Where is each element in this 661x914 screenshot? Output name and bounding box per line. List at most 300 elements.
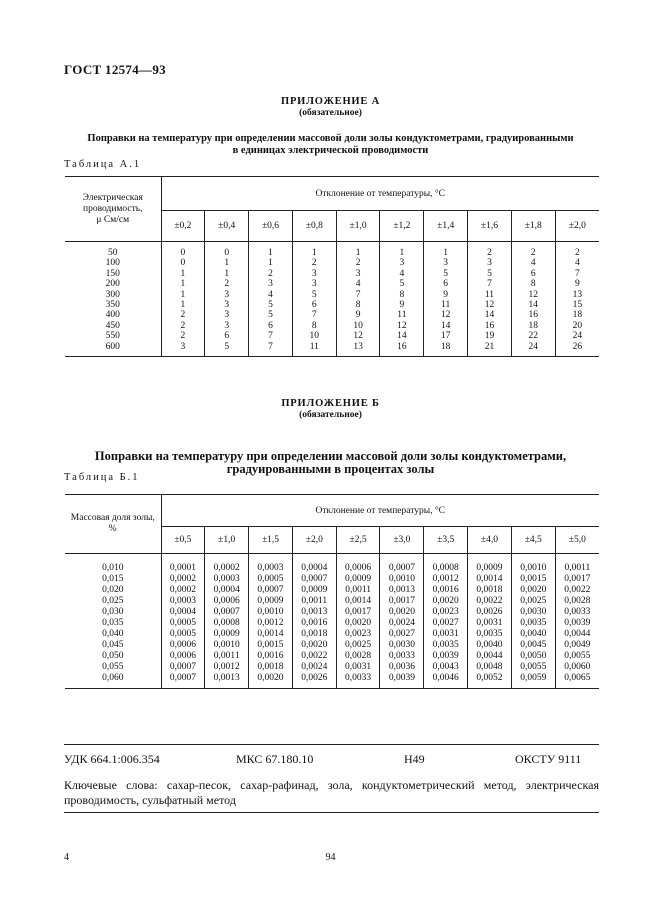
table-cell: 24 <box>511 342 555 357</box>
table-cell: 0,0033 <box>380 651 424 662</box>
table-cell: 0,0002 <box>205 554 249 575</box>
table-cell: 0,0011 <box>292 596 336 607</box>
table-cell: 0,0026 <box>292 673 336 689</box>
table-a1-header-line3: μ См/см <box>96 214 130 225</box>
table-cell: 0,040 <box>65 629 161 640</box>
table-cell: 0,0036 <box>380 662 424 673</box>
table-b1-header-line1: Массовая доля золы, <box>70 513 155 523</box>
table-cell: 3 <box>205 300 249 310</box>
table-cell: 1 <box>205 258 249 268</box>
table-cell: 7 <box>249 342 293 357</box>
table-cell: 0,0043 <box>424 662 468 673</box>
table-cell: 0,0039 <box>564 618 591 628</box>
table-cell: 0,0010 <box>249 607 293 618</box>
appendix-b-subtitle: (обязательное) <box>299 410 362 420</box>
table-row <box>65 290 599 300</box>
table-row <box>65 269 599 279</box>
table-cell: 5 <box>205 342 249 357</box>
table-cell: 3 <box>292 279 336 289</box>
table-cell: 4 <box>511 258 555 268</box>
table-row <box>65 596 599 607</box>
column-header: ±2,0 <box>292 527 336 554</box>
appendix-a-subtitle: (обязательное) <box>299 108 362 118</box>
table-cell: 18 <box>424 342 468 357</box>
table-cell: 0,0024 <box>292 662 336 673</box>
table-cell: 7 <box>292 310 336 320</box>
table-row <box>65 673 599 689</box>
table-cell: 0,0007 <box>161 662 205 673</box>
table-cell: 9 <box>424 290 468 300</box>
table-cell: 200 <box>65 279 161 289</box>
table-cell: 0,045 <box>65 640 161 651</box>
table-cell: 1 <box>249 242 293 259</box>
table-cell: 0,0011 <box>564 563 591 573</box>
table-cell: 1 <box>161 279 205 289</box>
column-header: ±0,8 <box>292 211 336 242</box>
column-header: ±1,6 <box>468 211 512 242</box>
table-cell: 15 <box>572 300 583 311</box>
table-cell: 0,0020 <box>511 585 555 596</box>
table-cell: 0,0009 <box>205 629 249 640</box>
table-cell: 0,0017 <box>564 574 591 584</box>
table-cell: 11 <box>468 290 512 300</box>
table-cell: 0,0048 <box>468 662 512 673</box>
table-cell: 1 <box>292 242 336 259</box>
table-row <box>65 640 599 651</box>
table-cell: 0,0007 <box>380 554 424 575</box>
table-cell: 18 <box>572 310 583 321</box>
table-cell: 4 <box>336 279 380 289</box>
table-cell: 13 <box>336 342 380 357</box>
column-header: ±2,5 <box>336 527 380 554</box>
table-cell: 21 <box>468 342 512 357</box>
table-cell: 9 <box>336 310 380 320</box>
table-cell: 0,0045 <box>511 640 555 651</box>
table-row <box>65 618 599 629</box>
table-cell: 2 <box>511 242 555 259</box>
table-cell: 4 <box>249 290 293 300</box>
table-cell: 8 <box>292 321 336 331</box>
column-header: ±4,0 <box>468 527 512 554</box>
table-cell: 0 <box>161 258 205 268</box>
table-cell: 0,0040 <box>511 629 555 640</box>
table-cell: 0,0046 <box>424 673 468 689</box>
table-cell: 0,0027 <box>380 629 424 640</box>
table-cell: 3 <box>468 258 512 268</box>
table-cell: 0,0008 <box>205 618 249 629</box>
table-row <box>65 574 599 585</box>
table-cell: 10 <box>336 321 380 331</box>
table-a1-span-header: Отклонение от температуры, °С <box>161 177 599 211</box>
table-cell: 0,0018 <box>468 585 512 596</box>
table-cell: 0,0039 <box>424 651 468 662</box>
appendix-b-caption-line1: Поправки на температуру при определении массовой доли золы кондуктометрами, <box>94 449 567 463</box>
table-cell: 0,0009 <box>249 596 293 607</box>
table-cell: 0,0035 <box>424 640 468 651</box>
column-header: ±2,0 <box>555 211 599 242</box>
table-cell: 1 <box>161 290 205 300</box>
mks-code: МКС 67.180.10 <box>236 752 314 766</box>
table-cell: 0,0006 <box>205 596 249 607</box>
table-cell: 0,0007 <box>292 574 336 585</box>
table-cell: 8 <box>336 300 380 310</box>
column-header: ±0,4 <box>205 211 249 242</box>
table-cell: 0,0015 <box>511 574 555 585</box>
table-cell: 3 <box>161 342 205 357</box>
table-cell: 0,0012 <box>205 662 249 673</box>
table-cell: 14 <box>424 321 468 331</box>
table-cell: 0,0031 <box>468 618 512 629</box>
table-cell: 0,0018 <box>249 662 293 673</box>
table-cell: 6 <box>292 300 336 310</box>
table-row <box>65 321 599 331</box>
table-cell: 0,0039 <box>380 673 424 689</box>
table-cell: 16 <box>468 321 512 331</box>
table-cell: 0,0013 <box>292 607 336 618</box>
table-cell: 0,0010 <box>380 574 424 585</box>
table-cell: 0,0020 <box>336 618 380 629</box>
table-cell: 2 <box>161 321 205 331</box>
column-header: ±1,0 <box>205 527 249 554</box>
table-row <box>65 310 599 320</box>
table-cell: 0,0016 <box>292 618 336 629</box>
table-cell: 9 <box>380 300 424 310</box>
table-cell: 14 <box>380 331 424 341</box>
table-cell: 1 <box>161 300 205 310</box>
table-cell: 0,0007 <box>161 673 205 689</box>
table-cell: 0,0004 <box>205 585 249 596</box>
table-cell: 0,0052 <box>468 673 512 689</box>
table-cell: 0,0017 <box>336 607 380 618</box>
okstu-code: ОКСТУ 9111 <box>515 752 582 766</box>
table-cell: 0,0055 <box>511 662 555 673</box>
table-cell: 0,0028 <box>564 596 591 606</box>
column-header: ±5,0 <box>555 527 599 554</box>
table-b1 <box>65 494 599 689</box>
table-b1-label: Таблица Б.1 <box>64 472 140 483</box>
table-cell: 550 <box>65 331 161 341</box>
table-cell: 13 <box>572 289 583 300</box>
table-cell: 6 <box>424 279 468 289</box>
table-cell: 5 <box>292 290 336 300</box>
table-cell: 8 <box>380 290 424 300</box>
column-header: ±1,4 <box>424 211 468 242</box>
footer-top-rule <box>64 744 599 745</box>
category-code: Н49 <box>404 752 425 766</box>
table-cell: 12 <box>380 321 424 331</box>
table-cell: 3 <box>205 310 249 320</box>
table-cell: 0,0010 <box>205 640 249 651</box>
table-cell: 600 <box>65 342 161 357</box>
table-cell: 0,0014 <box>249 629 293 640</box>
table-cell: 0,0022 <box>468 596 512 607</box>
table-cell: 0,0011 <box>205 651 249 662</box>
table-cell: 350 <box>65 300 161 310</box>
table-a1-header-line2: проводимость, <box>83 203 143 214</box>
table-cell: 1 <box>336 242 380 259</box>
appendix-a-title: ПРИЛОЖЕНИЕ А <box>280 96 380 107</box>
table-cell: 14 <box>511 300 555 310</box>
table-row <box>65 629 599 640</box>
table-cell: 0,0065 <box>555 673 599 689</box>
table-cell: 22 <box>511 331 555 341</box>
table-row <box>65 607 599 618</box>
table-cell: 0,0008 <box>424 554 468 575</box>
table-cell: 0,0015 <box>249 640 293 651</box>
appendix-a-caption-line2: в единицах электрической проводимости <box>232 145 429 156</box>
table-cell: 0,0016 <box>424 585 468 596</box>
table-cell: 0,0017 <box>380 596 424 607</box>
table-cell: 0 <box>161 242 205 259</box>
table-cell: 0,0050 <box>511 651 555 662</box>
table-cell: 1 <box>380 242 424 259</box>
table-cell: 2 <box>468 242 512 259</box>
table-cell: 4 <box>574 258 580 269</box>
table-cell: 0,0025 <box>336 640 380 651</box>
table-b1-span-header: Отклонение от температуры, °С <box>161 495 599 527</box>
table-cell: 0,0020 <box>424 596 468 607</box>
table-cell: 0,0010 <box>511 554 555 575</box>
table-cell: 5 <box>424 269 468 279</box>
table-cell: 0,060 <box>65 673 161 689</box>
table-cell: 0,0012 <box>424 574 468 585</box>
table-cell: 300 <box>65 290 161 300</box>
table-cell: 10 <box>292 331 336 341</box>
table-row <box>65 258 599 268</box>
table-cell: 12 <box>336 331 380 341</box>
table-cell: 3 <box>380 258 424 268</box>
table-cell: 0,0004 <box>292 554 336 575</box>
column-header: ±3,0 <box>380 527 424 554</box>
table-cell: 3 <box>424 258 468 268</box>
table-cell: 0,0031 <box>424 629 468 640</box>
table-cell: 0,0020 <box>292 640 336 651</box>
table-cell: 17 <box>424 331 468 341</box>
table-cell: 0,0005 <box>249 574 293 585</box>
column-header: ±1,5 <box>249 527 293 554</box>
table-cell: 0,0027 <box>424 618 468 629</box>
table-cell: 0,025 <box>65 596 161 607</box>
table-cell: 0,0022 <box>292 651 336 662</box>
table-cell: 100 <box>65 258 161 268</box>
table-cell: 0,055 <box>65 662 161 673</box>
table-cell: 7 <box>574 268 580 279</box>
table-cell: 0,0033 <box>336 673 380 689</box>
table-cell: 1 <box>424 242 468 259</box>
table-cell: 7 <box>336 290 380 300</box>
table-cell: 1 <box>205 269 249 279</box>
table-cell: 0,0025 <box>511 596 555 607</box>
table-b1-first-header <box>65 495 161 554</box>
table-cell: 0,0005 <box>161 618 205 629</box>
table-cell: 6 <box>205 331 249 341</box>
table-cell: 0,0018 <box>292 629 336 640</box>
table-cell: 2 <box>161 331 205 341</box>
table-row <box>65 300 599 310</box>
table-cell: 6 <box>511 269 555 279</box>
table-cell: 0,0004 <box>161 607 205 618</box>
table-cell: 0,015 <box>65 574 161 585</box>
table-cell: 0,0006 <box>336 554 380 575</box>
table-cell: 5 <box>380 279 424 289</box>
table-cell: 1 <box>249 258 293 268</box>
table-cell: 12 <box>424 310 468 320</box>
table-cell: 0,0060 <box>564 662 591 672</box>
table-cell: 0,0031 <box>336 662 380 673</box>
table-cell: 24 <box>572 331 583 342</box>
table-cell: 5 <box>249 300 293 310</box>
table-cell: 0,010 <box>65 554 161 575</box>
page-number-center: 94 <box>325 852 336 863</box>
table-cell: 0,0035 <box>468 629 512 640</box>
table-a1-header-line1: Электрическая <box>82 192 143 203</box>
table-cell: 3 <box>249 279 293 289</box>
table-cell: 7 <box>249 331 293 341</box>
footer-bottom-rule <box>64 812 599 813</box>
table-cell: 16 <box>511 310 555 320</box>
table-cell: 0,0011 <box>336 585 380 596</box>
udk-code: УДК 664.1:006.354 <box>64 752 160 766</box>
table-cell: 0,0012 <box>249 618 293 629</box>
table-b1-header-line2: % <box>108 524 117 534</box>
keywords: Ключевые слова: сахар-песок, сахар-рафинад, зола, кондуктометрический метод, электрическая проводимость, сульфатный метод <box>64 778 599 807</box>
table-cell: 0,0044 <box>564 629 591 639</box>
table-cell: 0,0007 <box>249 585 293 596</box>
table-cell: 7 <box>468 279 512 289</box>
table-cell: 20 <box>572 320 583 331</box>
appendix-b-title: ПРИЛОЖЕНИЕ Б <box>281 398 380 409</box>
table-cell: 0,0001 <box>161 554 205 575</box>
column-header: ±0,6 <box>249 211 293 242</box>
table-cell: 0,030 <box>65 607 161 618</box>
table-cell: 12 <box>511 290 555 300</box>
table-cell: 0,0009 <box>468 554 512 575</box>
table-cell: 2 <box>574 248 580 258</box>
table-cell: 18 <box>511 321 555 331</box>
table-cell: 6 <box>249 321 293 331</box>
table-cell: 0,0020 <box>380 607 424 618</box>
column-header: ±1,2 <box>380 211 424 242</box>
table-cell: 0,0006 <box>161 640 205 651</box>
table-cell: 0,0020 <box>249 673 293 689</box>
column-header: ±0,5 <box>161 527 205 554</box>
table-cell: 0,0003 <box>161 596 205 607</box>
table-cell: 1 <box>161 269 205 279</box>
table-cell: 3 <box>336 269 380 279</box>
table-cell: 0,0026 <box>468 607 512 618</box>
table-cell: 0 <box>205 242 249 259</box>
table-row <box>65 242 599 259</box>
table-cell: 0,0014 <box>468 574 512 585</box>
table-cell: 0,0009 <box>292 585 336 596</box>
document-header: ГОСТ 12574—93 <box>64 62 166 77</box>
table-cell: 0,0022 <box>564 585 591 595</box>
table-cell: 8 <box>511 279 555 289</box>
table-cell: 0,0055 <box>564 651 591 661</box>
column-header: ±1,0 <box>336 211 380 242</box>
table-cell: 0,0013 <box>205 673 249 689</box>
page-number-left: 4 <box>64 852 69 863</box>
table-row <box>65 342 599 357</box>
table-cell: 11 <box>424 300 468 310</box>
table-cell: 0,0044 <box>468 651 512 662</box>
table-row <box>65 279 599 289</box>
table-cell: 0,0003 <box>205 574 249 585</box>
table-cell: 0,0040 <box>468 640 512 651</box>
table-cell: 3 <box>205 321 249 331</box>
table-cell: 12 <box>468 300 512 310</box>
column-header: ±3,5 <box>424 527 468 554</box>
column-header: ±0,2 <box>161 211 205 242</box>
column-header: ±4,5 <box>511 527 555 554</box>
table-cell: 0,0007 <box>205 607 249 618</box>
table-cell: 450 <box>65 321 161 331</box>
table-cell: 0,0006 <box>161 651 205 662</box>
table-cell: 2 <box>336 258 380 268</box>
table-cell: 0,0014 <box>336 596 380 607</box>
table-cell: 26 <box>555 342 599 357</box>
table-cell: 0,0003 <box>249 554 293 575</box>
table-a1 <box>65 176 599 357</box>
table-cell: 2 <box>292 258 336 268</box>
table-row <box>65 662 599 673</box>
table-cell: 2 <box>205 279 249 289</box>
table-cell: 0,0023 <box>336 629 380 640</box>
table-cell: 2 <box>249 269 293 279</box>
table-a1-first-header <box>65 177 161 242</box>
table-cell: 3 <box>205 290 249 300</box>
table-cell: 0,0024 <box>380 618 424 629</box>
table-cell: 0,0030 <box>380 640 424 651</box>
table-row <box>65 585 599 596</box>
appendix-b-caption-line2: градуированными в процентах золы <box>226 462 435 476</box>
appendix-a-caption-line1: Поправки на температуру при определении массовой доли золы кондуктометрами, градуированными <box>87 133 574 144</box>
table-cell: 14 <box>468 310 512 320</box>
table-cell: 11 <box>292 342 336 357</box>
table-cell: 0,0002 <box>161 574 205 585</box>
table-cell: 0,035 <box>65 618 161 629</box>
table-cell: 3 <box>292 269 336 279</box>
table-cell: 0,020 <box>65 585 161 596</box>
table-cell: 11 <box>380 310 424 320</box>
table-cell: 5 <box>468 269 512 279</box>
table-cell: 19 <box>468 331 512 341</box>
table-cell: 0,0028 <box>336 651 380 662</box>
table-cell: 0,0035 <box>511 618 555 629</box>
table-cell: 150 <box>65 269 161 279</box>
table-cell: 0,0002 <box>161 585 205 596</box>
table-row <box>65 651 599 662</box>
table-cell: 0,0059 <box>511 673 555 689</box>
table-cell: 9 <box>574 279 580 290</box>
table-cell: 0,0023 <box>424 607 468 618</box>
table-cell: 0,0013 <box>380 585 424 596</box>
table-row <box>65 554 599 575</box>
table-cell: 5 <box>249 310 293 320</box>
table-cell: 0,0016 <box>249 651 293 662</box>
table-cell: 0,0049 <box>564 640 591 650</box>
table-cell: 2 <box>161 310 205 320</box>
table-cell: 50 <box>65 242 161 259</box>
table-a1-label: Таблица А.1 <box>64 159 142 170</box>
table-cell: 400 <box>65 310 161 320</box>
table-cell: 0,050 <box>65 651 161 662</box>
table-cell: 0,0009 <box>336 574 380 585</box>
table-cell: 0,0033 <box>564 607 591 617</box>
table-cell: 0,0030 <box>511 607 555 618</box>
table-cell: 0,0005 <box>161 629 205 640</box>
column-header: ±1,8 <box>511 211 555 242</box>
